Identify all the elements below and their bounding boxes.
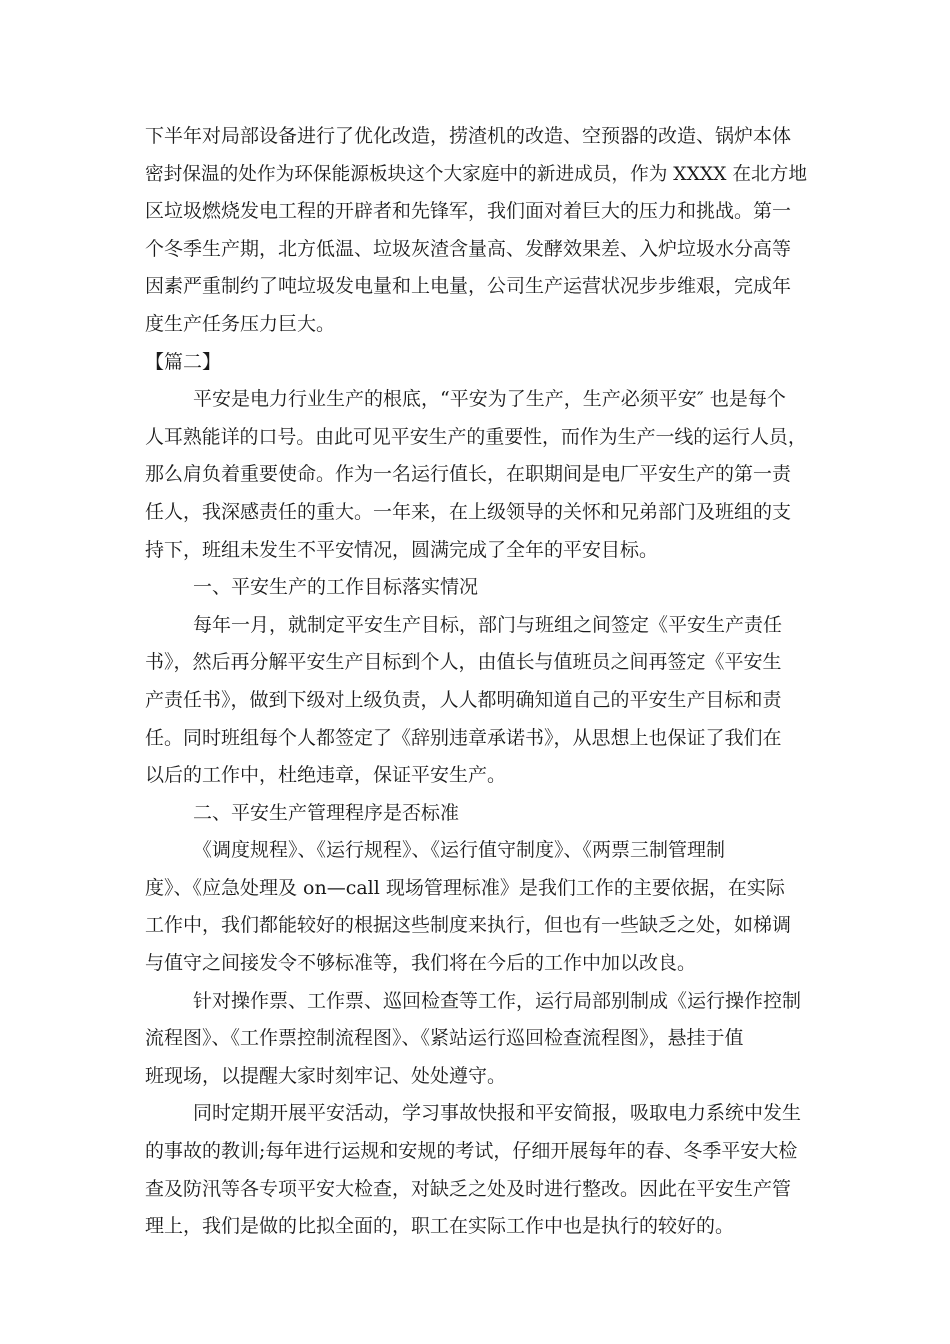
text-line: 查及防汛等各专项平安大检查，对缺乏之处及时进行整改。因此在平安生产管	[145, 1177, 792, 1200]
text-line: 书》，然后再分解平安生产目标到个人，由值长与值班员之间再签定《平安生	[145, 651, 782, 674]
text-line: 工作中，我们都能较好的根据这些制度来执行，但也有一些缺乏之处，如梯调	[145, 914, 792, 937]
text-line: 流程图》、《工作票控制流程图》、《紧站运行巡回检查流程图》，悬挂于值	[145, 1027, 744, 1050]
text-line: 每年一月，就制定平安生产目标，部门与班组之间签定《平安生产责任	[193, 613, 783, 636]
text-line: 与值守之间接发令不够标准等，我们将在今后的工作中加以改良。	[145, 952, 697, 975]
text-line: 以后的工作中，杜绝违章，保证平安生产。	[145, 764, 507, 787]
text-line: 《调度规程》、《运行规程》、《运行值守制度》、《两票三制管理制	[193, 839, 726, 862]
text-line: 二、平安生产管理程序是否标准	[193, 801, 460, 824]
text-line: 个冬季生产期，北方低温、垃圾灰渣含量高、发酵效果差、入炉垃圾水分高等	[145, 237, 792, 260]
text-line: 任人，我深感责任的重大。一年来，在上级领导的关怀和兄弟部门及班组的支	[145, 500, 792, 523]
text-line: 产责任书》，做到下级对上级负责，人人都明确知道自己的平安生产目标和责	[145, 688, 782, 711]
text-line: 平安是电力行业生产的根底，“平安为了生产，生产必须平安″ 也是每个	[193, 388, 786, 411]
text-line: 理上，我们是做的比拟全面的，职工在实际工作中也是执行的较好的。	[145, 1215, 735, 1238]
text-line: 班现场，以提醒大家时刻牢记、处处遵守。	[145, 1064, 507, 1087]
text-line: 人耳熟能详的口号。由此可见平安生产的重要性，而作为生产一线的运行人员，	[145, 425, 807, 448]
text-line: 下半年对局部设备进行了优化改造，捞渣机的改造、空预器的改造、锅炉本体	[145, 125, 792, 147]
text-line: 一、平安生产的工作目标落实情况	[193, 576, 479, 599]
text-line: 区垃圾燃烧发电工程的开辟者和先锋军，我们面对着巨大的压力和挑战。第一	[145, 200, 792, 223]
text-line: 那么肩负着重要使命。作为一名运行值长，在职期间是电厂平安生产的第一责	[145, 463, 792, 486]
text-line: 度生产任务压力巨大。	[145, 312, 336, 335]
text-line: 【篇二】	[145, 350, 222, 373]
document-body	[145, 118, 805, 1246]
text-line: 度》、《应急处理及 on—call 现场管理标准》是我们工作的主要依据，在实际	[145, 876, 785, 899]
text-line: 针对操作票、工作票、巡回检查等工作，运行局部别制成《运行操作控制	[193, 989, 802, 1012]
text-line: 密封保温的处作为环保能源板块这个大家庭中的新进成员，作为 XXXX 在北方地	[145, 163, 807, 185]
text-line: 任。同时班组每个人都签定了《辞别违章承诺书》，从思想上也保证了我们在	[145, 726, 782, 749]
text-line: 同时定期开展平安活动，学习事故快报和平安简报，吸取电力系统中发生	[193, 1102, 802, 1125]
text-line: 因素严重制约了吨垃圾发电量和上电量，公司生产运营状况步步维艰，完成年	[145, 275, 792, 298]
text-line: 的事故的教训;每年进行运规和安规的考试，仔细开展每年的春、冬季平安大检	[145, 1140, 798, 1163]
text-line: 持下，班组未发生不平安情况，圆满完成了全年的平安目标。	[145, 538, 659, 561]
